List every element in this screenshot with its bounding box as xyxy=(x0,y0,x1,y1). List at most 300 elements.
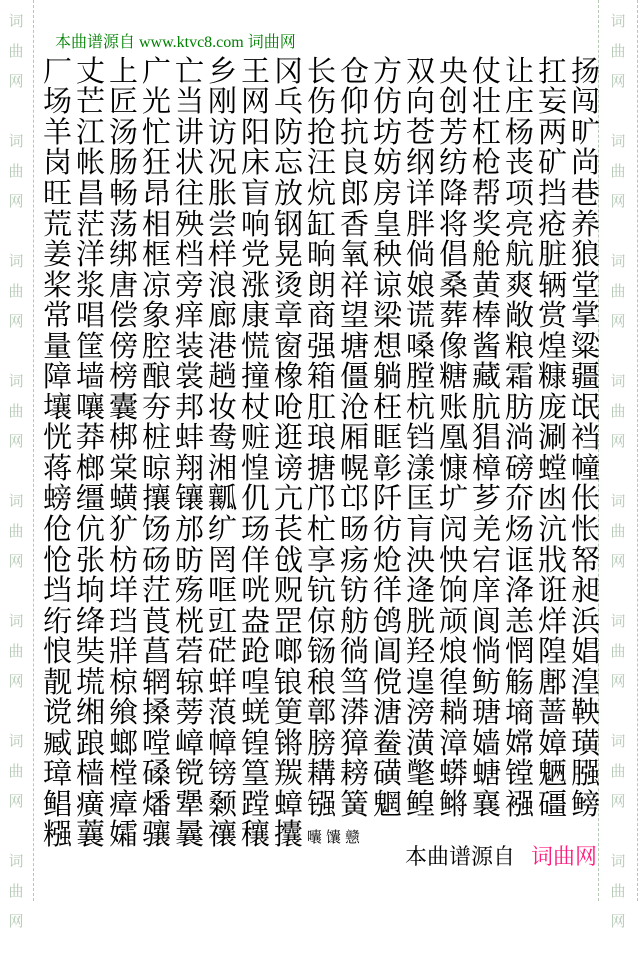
character-cell: 枪 xyxy=(471,147,501,180)
character-cell: 黄 xyxy=(471,269,501,302)
character-cell: 姜 xyxy=(42,239,72,272)
character-cell: 杭 xyxy=(405,391,435,424)
character-cell: 莽 xyxy=(75,422,105,455)
watermark-char: 曲 xyxy=(610,44,626,60)
character-cell: 奘 xyxy=(75,636,105,669)
character-cell: 唱 xyxy=(75,300,105,333)
character-cell: 榜 xyxy=(108,361,138,394)
character-cell: 妆 xyxy=(207,391,237,424)
character-cell: 淌 xyxy=(504,422,534,455)
character-cell: 诓 xyxy=(504,544,534,577)
character-cell: 滂 xyxy=(405,697,435,730)
character-cell: 慷 xyxy=(438,452,468,485)
character-cell: 杠 xyxy=(471,116,501,149)
character-cell: 棠 xyxy=(108,452,138,485)
character-cell: 鞅 xyxy=(570,697,600,730)
character-cell: 凰 xyxy=(438,422,468,455)
character-cell: 肪 xyxy=(504,391,534,424)
character-cell: 凉 xyxy=(141,269,171,302)
character-cell: 掌 xyxy=(570,300,600,333)
character-cell: 倘 xyxy=(405,239,435,272)
character-cell: 螳 xyxy=(537,452,567,485)
watermark-group xyxy=(6,247,26,337)
character-cell: 裆 xyxy=(570,422,600,455)
character-cell: 翔 xyxy=(174,452,204,485)
watermark-char: 网 xyxy=(8,74,24,90)
character-cell: 嫜 xyxy=(537,727,567,760)
character-cell: 殃 xyxy=(174,208,204,241)
character-cell: 脏 xyxy=(537,239,567,272)
character-cell: 抢 xyxy=(306,116,336,149)
character-cell: 螂 xyxy=(108,727,138,760)
character-cell: 棒 xyxy=(471,300,501,333)
watermark-char: 词 xyxy=(610,854,626,870)
character-cell: 忘 xyxy=(273,147,303,180)
character-cell: 当 xyxy=(174,86,204,119)
character-cell: 簧 xyxy=(339,788,369,821)
watermark-group xyxy=(6,727,26,817)
character-cell: 桄 xyxy=(174,605,204,638)
character-cell: 鸧 xyxy=(372,605,402,638)
character-cell: 旺 xyxy=(42,177,72,210)
watermark-char: 词 xyxy=(610,14,626,30)
character-cell: 钪 xyxy=(306,575,336,608)
character-cell: 钫 xyxy=(339,575,369,608)
watermark-char: 曲 xyxy=(8,404,24,420)
character-cell: 锵 xyxy=(273,727,303,760)
character-cell: 蚌 xyxy=(174,422,204,455)
character-cell: 蔷 xyxy=(537,697,567,730)
character-cell: 鳑 xyxy=(570,788,600,821)
character-cell: 芳 xyxy=(438,116,468,149)
character-cell: 筜 xyxy=(339,666,369,699)
character-cell: 炕 xyxy=(306,177,336,210)
character-cell: 呛 xyxy=(273,391,303,424)
char-row xyxy=(41,515,602,546)
character-cell: 讲 xyxy=(174,116,204,149)
character-cell: 鲂 xyxy=(471,666,501,699)
character-cell: 谅 xyxy=(372,269,402,302)
character-cell: 仉 xyxy=(240,483,270,516)
character-cell: 谤 xyxy=(273,452,303,485)
character-cell: 锽 xyxy=(240,727,270,760)
watermark-char: 词 xyxy=(610,374,626,390)
character-cell: 攮 xyxy=(273,819,303,852)
character-cell: 铛 xyxy=(405,422,435,455)
watermark-column-right xyxy=(608,7,628,967)
character-cell: 僵 xyxy=(339,361,369,394)
watermark-char: 网 xyxy=(8,194,24,210)
character-cell: 奖 xyxy=(471,208,501,241)
watermark-char: 曲 xyxy=(610,644,626,660)
character-cell: 漭 xyxy=(339,697,369,730)
character-cell: 桑 xyxy=(438,269,468,302)
character-cell: 晾 xyxy=(141,452,171,485)
character-cell: 瓤 xyxy=(207,483,237,516)
character-cell: 丧 xyxy=(504,147,534,180)
character-cell: 昌 xyxy=(75,177,105,210)
character-cell: 曩 xyxy=(174,819,204,852)
character-cell: 糨 xyxy=(42,819,72,852)
char-row xyxy=(41,149,602,180)
watermark-char: 词 xyxy=(610,614,626,630)
character-cell: 硭 xyxy=(207,636,237,669)
watermark-char: 网 xyxy=(610,434,626,450)
character-cell: 煌 xyxy=(537,330,567,363)
character-cell: 良 xyxy=(339,147,369,180)
character-cell: 网 xyxy=(240,86,270,119)
character-cell: 遑 xyxy=(405,666,435,699)
character-cell: 赃 xyxy=(240,422,270,455)
character-cell: 闶 xyxy=(438,513,468,546)
character-cell: 往 xyxy=(174,177,204,210)
watermark-group xyxy=(6,7,26,97)
character-cell: 蟥 xyxy=(108,483,138,516)
watermark-char: 曲 xyxy=(8,44,24,60)
character-cell: 徜 xyxy=(339,636,369,669)
character-cell: 扛 xyxy=(537,55,567,88)
watermark-column-left xyxy=(6,7,26,967)
character-cell: 臧 xyxy=(42,727,72,760)
character-cell: 盎 xyxy=(240,605,270,638)
character-cell: 慌 xyxy=(240,330,270,363)
character-cell: 昶 xyxy=(570,575,600,608)
character-cell: 肛 xyxy=(306,391,336,424)
character-cell: 羊 xyxy=(42,116,72,149)
character-cell-small: 馕 xyxy=(325,829,341,846)
character-cell: 璜 xyxy=(570,727,600,760)
character-cell: 江 xyxy=(75,116,105,149)
character-cell: 仓 xyxy=(339,55,369,88)
char-row xyxy=(41,668,602,699)
character-cell: 常 xyxy=(42,300,72,333)
footer xyxy=(0,845,597,869)
character-cell: 想 xyxy=(372,330,402,363)
char-row xyxy=(41,118,602,149)
character-cell: 尝 xyxy=(207,208,237,241)
character-cell: 帐 xyxy=(75,147,105,180)
character-cell: 上 xyxy=(108,55,138,88)
character-cell: 魍 xyxy=(372,788,402,821)
character-cell: 腔 xyxy=(141,330,171,363)
character-cell: 祥 xyxy=(339,269,369,302)
character-cell: 状 xyxy=(174,147,204,180)
character-cell: 妨 xyxy=(372,147,402,180)
character-cell: 禳 xyxy=(207,819,237,852)
character-cell: 悢 xyxy=(42,636,72,669)
character-cell: 肓 xyxy=(405,513,435,546)
character-cell: 窗 xyxy=(273,330,303,363)
character-cell: 怅 xyxy=(570,513,600,546)
char-row xyxy=(41,576,602,607)
character-cell: 樟 xyxy=(471,452,501,485)
character-cell: 墒 xyxy=(504,697,534,730)
character-cell: 方 xyxy=(372,55,402,88)
character-cell: 创 xyxy=(438,86,468,119)
character-cell: 骧 xyxy=(141,819,171,852)
character-cell: 央 xyxy=(438,55,468,88)
character-cell: 亮 xyxy=(504,208,534,241)
character-cell: 裳 xyxy=(174,361,204,394)
char-row xyxy=(41,698,602,729)
character-cell: 苍 xyxy=(405,116,435,149)
character-cell: 筻 xyxy=(273,697,303,730)
watermark-char: 网 xyxy=(610,194,626,210)
character-cell: 盲 xyxy=(240,177,270,210)
character-cell: 鲞 xyxy=(372,727,402,760)
character-cell: 庄 xyxy=(504,86,534,119)
character-cell: 匠 xyxy=(108,86,138,119)
character-cell: 亡 xyxy=(174,55,204,88)
character-cell: 徨 xyxy=(438,666,468,699)
character-cell: 养 xyxy=(570,208,600,241)
char-row xyxy=(41,362,602,393)
character-cell: 犟 xyxy=(174,788,204,821)
character-cell: 夼 xyxy=(504,483,534,516)
character-cell: 廊 xyxy=(207,300,237,333)
character-cell: 匡 xyxy=(405,483,435,516)
character-cell: 躺 xyxy=(372,361,402,394)
character-cell: 夯 xyxy=(141,391,171,424)
character-cell: 傍 xyxy=(108,330,138,363)
character-cell: 降 xyxy=(438,177,468,210)
character-cell: 墙 xyxy=(75,361,105,394)
character-cell: 觞 xyxy=(504,666,534,699)
footer-source-text: 本曲谱源自 xyxy=(404,844,515,869)
character-cell: 膀 xyxy=(306,727,336,760)
watermark-char: 曲 xyxy=(8,164,24,180)
character-cell: 潢 xyxy=(405,727,435,760)
character-cell: 镋 xyxy=(174,758,204,791)
character-cell: 疆 xyxy=(570,361,600,394)
character-cell: 相 xyxy=(141,208,171,241)
watermark-char: 词 xyxy=(8,494,24,510)
character-cell: 秧 xyxy=(372,239,402,272)
character-cell: 靓 xyxy=(42,666,72,699)
character-cell: 郎 xyxy=(339,177,369,210)
character-cell: 徉 xyxy=(372,575,402,608)
source-note-header: 本曲谱源自 www.ktvc8.com 词曲网 xyxy=(55,34,296,51)
character-cell: 嶂 xyxy=(174,727,204,760)
char-row xyxy=(41,790,602,821)
watermark-char: 曲 xyxy=(610,884,626,900)
watermark-char: 网 xyxy=(8,434,24,450)
watermark-char: 网 xyxy=(8,674,24,690)
character-cell: 章 xyxy=(273,300,303,333)
character-cell: 项 xyxy=(504,177,534,210)
character-cell: 仗 xyxy=(471,55,501,88)
character-cell: 獐 xyxy=(339,727,369,760)
character-cell: 强 xyxy=(306,330,336,363)
character-cell: 杧 xyxy=(306,513,336,546)
character-cell: 磺 xyxy=(372,758,402,791)
character-cell: 蒡 xyxy=(174,697,204,730)
character-cell: 羰 xyxy=(273,758,303,791)
character-cell: 撞 xyxy=(240,361,270,394)
character-cell: 佯 xyxy=(240,544,270,577)
character-cell: 伧 xyxy=(42,513,72,546)
character-cell: 镪 xyxy=(306,788,336,821)
character-cell: 妄 xyxy=(537,86,567,119)
character-cell: 隍 xyxy=(537,636,567,669)
watermark-group xyxy=(608,847,628,937)
character-cell: 量 xyxy=(42,330,72,363)
character-cell: 冈 xyxy=(273,55,303,88)
character-cell: 罔 xyxy=(207,544,237,577)
character-cell: 贶 xyxy=(273,575,303,608)
watermark-char: 网 xyxy=(8,554,24,570)
watermark-char: 网 xyxy=(610,794,626,810)
character-cell: 疡 xyxy=(339,544,369,577)
character-cell: 谎 xyxy=(405,300,435,333)
character-cell: 饧 xyxy=(141,513,171,546)
character-cell: 穰 xyxy=(240,819,270,852)
character-cell: 魉 xyxy=(537,758,567,791)
watermark-char: 曲 xyxy=(8,284,24,300)
character-cell: 耥 xyxy=(438,697,468,730)
character-cell: 浪 xyxy=(207,269,237,302)
watermark-char: 网 xyxy=(610,554,626,570)
character-cell: 汤 xyxy=(108,116,138,149)
character-cell: 梁 xyxy=(372,300,402,333)
char-row xyxy=(41,760,602,791)
character-cell: 囊 xyxy=(108,391,138,424)
watermark-char: 词 xyxy=(8,14,24,30)
watermark-group xyxy=(6,487,26,577)
character-cell: 乡 xyxy=(207,55,237,88)
character-cell: 晃 xyxy=(273,239,303,272)
character-cell: 箱 xyxy=(306,361,336,394)
watermark-char: 网 xyxy=(610,914,626,930)
character-cell: 罡 xyxy=(273,605,303,638)
character-cell: 椋 xyxy=(108,666,138,699)
character-cell: 广 xyxy=(141,55,171,88)
watermark-group xyxy=(608,247,628,337)
character-cell: 漾 xyxy=(405,452,435,485)
character-cell: 舫 xyxy=(339,605,369,638)
character-cell: 幢 xyxy=(570,452,600,485)
character-cell: 党 xyxy=(240,239,270,272)
watermark-char: 词 xyxy=(610,254,626,270)
character-cell: 厂 xyxy=(42,55,72,88)
char-row xyxy=(41,485,602,516)
char-row xyxy=(41,607,602,638)
character-cell: 泱 xyxy=(405,544,435,577)
character-cell: 丈 xyxy=(75,55,105,88)
character-cell: 猖 xyxy=(471,422,501,455)
character-cell: 鲳 xyxy=(42,788,72,821)
character-cell: 跄 xyxy=(240,636,270,669)
character-cell: 镑 xyxy=(207,758,237,791)
character-cell: 芗 xyxy=(471,483,501,516)
watermark-char: 曲 xyxy=(610,524,626,540)
character-cell: 胖 xyxy=(405,208,435,241)
character-cell: 浜 xyxy=(570,605,600,638)
character-cell: 晌 xyxy=(306,239,336,272)
character-cell: 访 xyxy=(207,116,237,149)
character-cell: 伉 xyxy=(75,513,105,546)
character-cell: 鄌 xyxy=(537,666,567,699)
character-cell: 趟 xyxy=(207,361,237,394)
char-row xyxy=(41,454,602,485)
character-cell: 庠 xyxy=(471,575,501,608)
character-cell: 亢 xyxy=(273,483,303,516)
character-cell: 纺 xyxy=(438,147,468,180)
character-cell: 账 xyxy=(438,391,468,424)
character-cell: 床 xyxy=(240,147,270,180)
character-cell: 琅 xyxy=(306,422,336,455)
character-cell: 阆 xyxy=(471,605,501,638)
character-cell: 莨 xyxy=(141,605,171,638)
character-cell: 殇 xyxy=(174,575,204,608)
character-cell: 葬 xyxy=(438,300,468,333)
character-cell: 幌 xyxy=(339,452,369,485)
watermark-group xyxy=(608,367,628,457)
character-cell: 梆 xyxy=(108,422,138,455)
footer-brand-text: 词曲网 xyxy=(530,844,597,869)
character-cell: 象 xyxy=(141,300,171,333)
character-cell: 茫 xyxy=(75,208,105,241)
character-cell: 犷 xyxy=(108,513,138,546)
character-cell: 酿 xyxy=(141,361,171,394)
character-cell: 宕 xyxy=(471,544,501,577)
character-cell: 襁 xyxy=(504,788,534,821)
character-cell: 辋 xyxy=(141,666,171,699)
character-cell: 光 xyxy=(141,86,171,119)
character-cell: 喤 xyxy=(240,666,270,699)
watermark-group xyxy=(608,727,628,817)
character-cell: 帑 xyxy=(570,544,600,577)
character-cell: 挡 xyxy=(537,177,567,210)
char-row xyxy=(41,57,602,88)
watermark-char: 词 xyxy=(8,614,24,630)
character-cell: 航 xyxy=(504,239,534,272)
character-cell: 伥 xyxy=(570,483,600,516)
character-cell: 烺 xyxy=(438,636,468,669)
character-cell: 荒 xyxy=(42,208,72,241)
character-cell: 踉 xyxy=(75,727,105,760)
left-dashed-border xyxy=(33,0,34,901)
watermark-char: 曲 xyxy=(610,764,626,780)
character-cell: 香 xyxy=(339,208,369,241)
character-cell: 孀 xyxy=(108,819,138,852)
watermark-char: 曲 xyxy=(610,164,626,180)
watermark-char: 曲 xyxy=(8,884,24,900)
character-cell: 炝 xyxy=(372,544,402,577)
character-cell: 镶 xyxy=(174,483,204,516)
character-cell: 菖 xyxy=(141,636,171,669)
character-cell: 膛 xyxy=(405,361,435,394)
character-cell: 樯 xyxy=(75,758,105,791)
character-cell: 伤 xyxy=(306,86,336,119)
character-cell: 沆 xyxy=(537,513,567,546)
character-cell: 望 xyxy=(339,300,369,333)
character-cell: 逄 xyxy=(405,575,435,608)
character-cell: 礓 xyxy=(537,788,567,821)
watermark-char: 网 xyxy=(610,314,626,330)
character-cell: 旸 xyxy=(339,513,369,546)
character-cell: 牂 xyxy=(108,636,138,669)
character-cell: 恙 xyxy=(504,605,534,638)
watermark-char: 曲 xyxy=(610,284,626,300)
character-cell: 嫦 xyxy=(504,727,534,760)
watermark-char: 曲 xyxy=(8,644,24,660)
watermark-char: 词 xyxy=(8,374,24,390)
watermark-char: 词 xyxy=(610,134,626,150)
character-cell: 倡 xyxy=(438,239,468,272)
character-cell: 忙 xyxy=(141,116,171,149)
character-cell: 螗 xyxy=(471,758,501,791)
